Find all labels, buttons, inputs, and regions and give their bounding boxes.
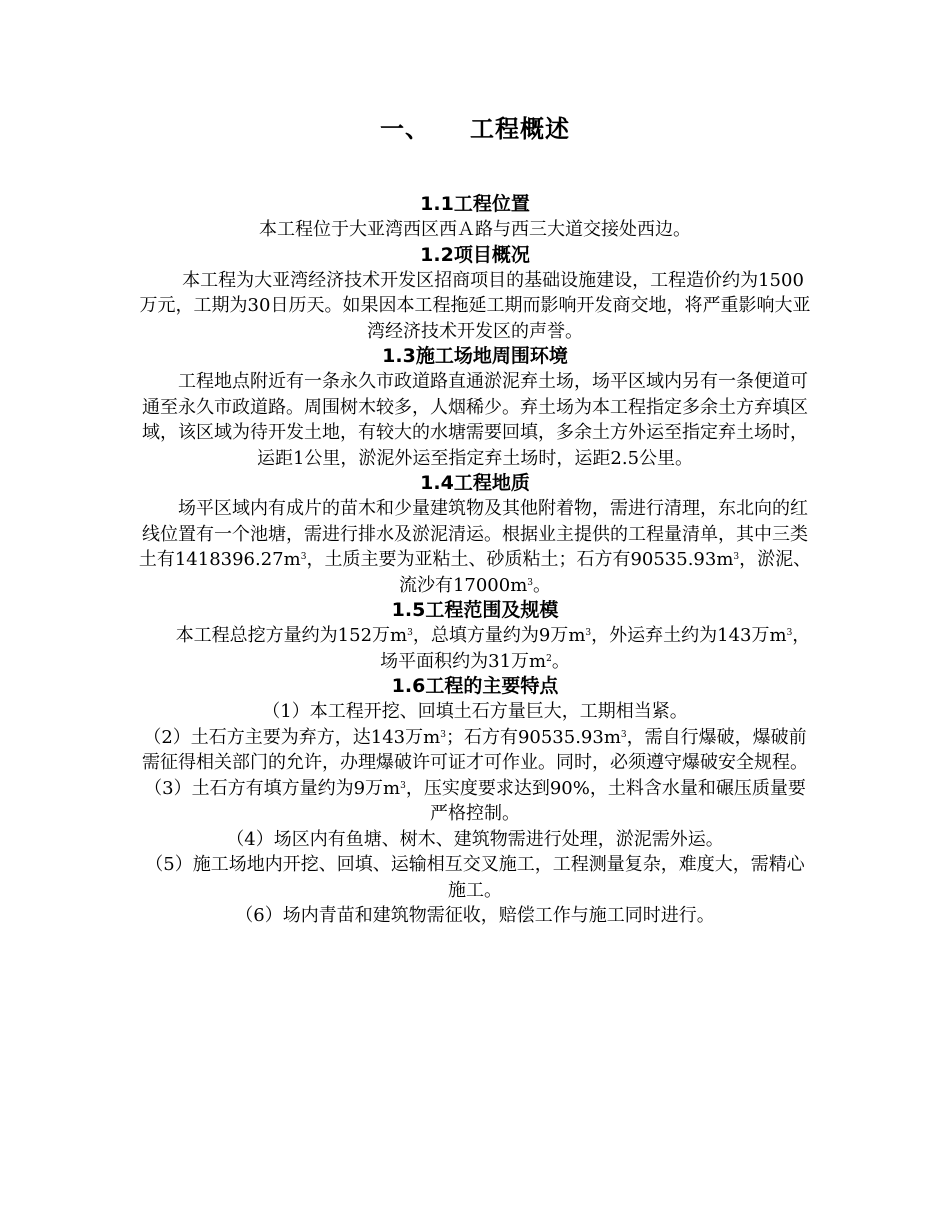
section-title-1-4: 1.4工程地质 [420, 472, 530, 494]
section-title-1-5: 1.5工程范围及规模 [391, 599, 559, 621]
section-1-5-paragraph: 本工程总挖方量约为152万$m^3$，总填方量约为9万$m^3$，外运弃土约为143万$m^3$，场平面积约为31万$m^2$。 [175, 625, 811, 672]
chapter-number: 一、 [380, 115, 430, 143]
unit-exponent: 3 [733, 552, 740, 562]
section-title-1-3: 1.3施工场地周围环境 [382, 345, 568, 367]
feature-item-2: （2）土石方主要为弃方，达143万$m^3$；石方有$90535.93m^3$，需自行爆破，爆破前需征得相关部门的允许，办理爆破许可证才可作业。同时，必须遵守爆破安全规程。 [142, 726, 808, 773]
unit-exponent: 3 [440, 729, 446, 740]
feature-item-3: （3）土石方有填方量约为9万$m^3$，压实度要求达到90%，土料含水量和碾压质量要严格控制。 [144, 777, 806, 824]
chapter-title [0, 112, 950, 146]
section-1-4-paragraph: 场平区域内有成片的苗木和少量建筑物及其他附着物，需进行清理，东北向的红线位置有一个池塘，需进行排水及淤泥清运。根据业主提供的工程量清单，其中三类土有$1418396.27m^3$，土质主要为亚粘土、砂质粘土；石方有$90535.93m^3$，淤泥、流沙有$17000m^3$。 [138, 498, 812, 596]
feature-item-5: （5）施工场地内开挖、回填、运输相互交叉施工，工程测量复杂，难度大，需精心施工。 [145, 854, 805, 901]
unit-exponent: 2 [546, 653, 552, 664]
section-title-1-1: 1.1工程位置 [420, 193, 530, 215]
feature-item-1: （1）本工程开挖、回填土石方量巨大，工期相当紧。 [262, 701, 688, 722]
unit-exponent: 3 [585, 628, 592, 638]
unit-exponent: 3 [300, 552, 307, 562]
feature-item-6: （6）场内青苗和建筑物需征收，赔偿工作与施工同时进行。 [235, 905, 715, 926]
section-1-3-paragraph: 工程地点附近有一条永久市政道路直通淤泥弃土场，场平区域内另有一条便道可通至永久市政道路。周围树木较多，人烟稀少。弃土场为本工程指定多余土方弃填区域，该区域为待开发土地，有较大的水塘需要回填，多余土方外运至指定弃土场时，运距1公里，淤泥外运至指定弃土场时，运距2.5公里。 [142, 371, 808, 469]
feature-item-4: （4）场区内有鱼塘、树木、建筑物需进行处理，淤泥需外运。 [226, 828, 724, 850]
section-1-1-paragraph: 本工程位于大亚湾西区西Ａ路与西三大道交接处西边。 [259, 219, 691, 240]
unit-exponent: 3 [407, 628, 413, 638]
document-body [138, 192, 812, 929]
unit-exponent: 3 [620, 729, 627, 740]
unit-exponent: 3 [786, 628, 793, 638]
section-title-1-2: 1.2项目概况 [420, 243, 530, 266]
unit-exponent: 3 [400, 780, 406, 791]
section-title-1-6: 1.6工程的主要特点 [391, 675, 559, 697]
unit-exponent: 3 [527, 577, 534, 588]
chapter-title-text: 工程概述 [470, 115, 570, 143]
section-1-2-paragraph: 本工程为大亚湾经济技术开发区招商项目的基础设施建设，工程造价约为1500万元，工期为30日历天。如果因本工程拖延工期而影响开发商交地，将严重影响大亚湾经济技术开发区的声誉。 [139, 269, 811, 342]
